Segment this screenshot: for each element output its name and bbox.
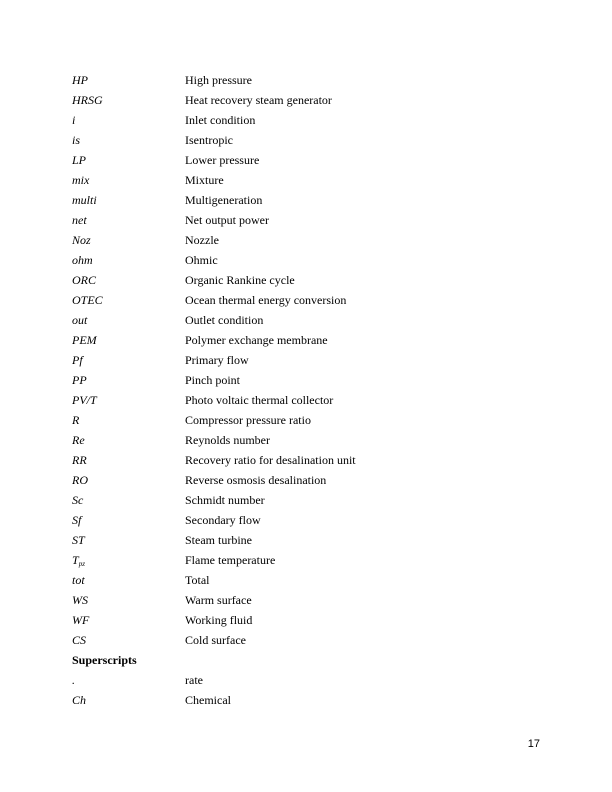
symbol	[72, 250, 185, 270]
meaning: Ocean thermal energy conversion	[185, 293, 347, 307]
meaning: Polymer exchange membrane	[185, 333, 328, 347]
subscript-row	[72, 190, 552, 210]
page-number: 17	[527, 738, 540, 750]
symbol-text: is	[72, 133, 81, 147]
symbol-text: Ch	[72, 693, 87, 707]
subscript-rows	[72, 70, 552, 650]
meaning: Heat recovery steam generator	[185, 93, 332, 107]
symbol	[72, 110, 185, 130]
subscript-row	[72, 150, 552, 170]
subscript-row	[72, 550, 552, 570]
meaning: Photo voltaic thermal collector	[185, 393, 334, 407]
symbol-text: HP	[72, 73, 88, 87]
subscript-row	[72, 530, 552, 550]
symbol-text: Sf	[72, 513, 82, 527]
symbol-text: HRSG	[72, 93, 103, 107]
symbol	[72, 390, 185, 410]
symbol	[72, 370, 185, 390]
symbol-text: PP	[72, 373, 87, 387]
meaning: Inlet condition	[185, 113, 256, 127]
subscript-row	[72, 430, 552, 450]
subscript-row	[72, 350, 552, 370]
subscript-row	[72, 230, 552, 250]
meaning: Reverse osmosis desalination	[185, 473, 327, 487]
symbol	[72, 70, 185, 90]
symbol	[72, 550, 185, 570]
meaning: Compressor pressure ratio	[185, 413, 311, 427]
subscript-row	[72, 570, 552, 590]
meaning: Lower pressure	[185, 153, 260, 167]
symbol	[72, 410, 185, 430]
subscript-row	[72, 70, 552, 90]
meaning: Steam turbine	[185, 533, 252, 547]
meaning: Mixture	[185, 173, 224, 187]
symbol-text: WF	[72, 613, 90, 627]
subscript-row	[72, 630, 552, 650]
symbol	[72, 350, 185, 370]
subscript-row	[72, 250, 552, 270]
symbol-text: Pf	[72, 353, 83, 367]
symbol	[72, 130, 185, 150]
subscript-row	[72, 590, 552, 610]
symbol-text: Noz	[72, 233, 91, 247]
subscript-row	[72, 90, 552, 110]
symbol	[72, 230, 185, 250]
meaning: Ohmic	[185, 253, 218, 267]
subscript-row	[72, 330, 552, 350]
symbol	[72, 90, 185, 110]
symbol-text: ORC	[72, 273, 96, 287]
symbol-text: WS	[72, 593, 88, 607]
symbol	[72, 630, 185, 650]
symbol	[72, 670, 185, 690]
symbol	[72, 270, 185, 290]
symbol-text: PEM	[72, 333, 97, 347]
meaning: Multigeneration	[185, 193, 263, 207]
meaning: Schmidt number	[185, 493, 265, 507]
nomenclature-list	[72, 70, 552, 710]
subscript-row	[72, 510, 552, 530]
meaning: Nozzle	[185, 233, 219, 247]
symbol	[72, 570, 185, 590]
meaning: Total	[185, 573, 210, 587]
meaning: Organic Rankine cycle	[185, 273, 295, 287]
subscript-row	[72, 170, 552, 190]
subscript-row	[72, 470, 552, 490]
subscript-row	[72, 290, 552, 310]
symbol-text: Sc	[72, 493, 84, 507]
symbol	[72, 510, 185, 530]
meaning: High pressure	[185, 73, 252, 87]
symbol	[72, 190, 185, 210]
symbol	[72, 690, 185, 710]
superscript-row	[72, 670, 552, 690]
symbol	[72, 590, 185, 610]
subscript-row	[72, 270, 552, 290]
symbol-text: multi	[72, 193, 97, 207]
symbol-text: T	[72, 553, 79, 567]
symbol	[72, 470, 185, 490]
symbol	[72, 430, 185, 450]
symbol-text: R	[72, 413, 80, 427]
meaning: Secondary flow	[185, 513, 261, 527]
subscript-row	[72, 130, 552, 150]
symbol	[72, 490, 185, 510]
superscript-rows	[72, 670, 552, 710]
subscript-row	[72, 610, 552, 630]
symbol	[72, 170, 185, 190]
meaning: Pinch point	[185, 373, 241, 387]
subscript-row	[72, 210, 552, 230]
symbol	[72, 610, 185, 630]
meaning: Flame temperature	[185, 553, 276, 567]
symbol-text: i	[72, 113, 76, 127]
meaning: Reynolds number	[185, 433, 270, 447]
symbol-text: OTEC	[72, 293, 103, 307]
meaning: Cold surface	[185, 633, 246, 647]
symbol	[72, 150, 185, 170]
symbol-text: ST	[72, 533, 85, 547]
meaning: Isentropic	[185, 133, 233, 147]
symbol	[72, 210, 185, 230]
symbol-text: tot	[72, 573, 85, 587]
subscript-row	[72, 110, 552, 130]
symbol-text: ohm	[72, 253, 93, 267]
subscript-row	[72, 310, 552, 330]
symbol-text: LP	[72, 153, 87, 167]
meaning: Outlet condition	[185, 313, 264, 327]
subscript-row	[72, 370, 552, 390]
symbol-text: mix	[72, 173, 90, 187]
meaning: Primary flow	[185, 353, 249, 367]
symbol	[72, 330, 185, 350]
symbol-text: PV/T	[72, 393, 97, 407]
symbol-text: Re	[72, 433, 85, 447]
meaning: Chemical	[185, 693, 231, 707]
symbol-text: CS	[72, 633, 87, 647]
subscript-row	[72, 450, 552, 470]
meaning: Working fluid	[185, 613, 253, 627]
superscript-row	[72, 690, 552, 710]
meaning: rate	[185, 673, 203, 687]
symbol-text: RO	[72, 473, 88, 487]
symbol-text: net	[72, 213, 87, 227]
symbol-text: .	[72, 673, 75, 687]
symbol	[72, 310, 185, 330]
meaning: Recovery ratio for desalination unit	[185, 453, 356, 467]
meaning: Net output power	[185, 213, 269, 227]
subscript-row	[72, 410, 552, 430]
meaning: Warm surface	[185, 593, 252, 607]
symbol	[72, 530, 185, 550]
symbol-text: out	[72, 313, 88, 327]
subscript-row	[72, 390, 552, 410]
subscript-row	[72, 490, 552, 510]
symbol	[72, 290, 185, 310]
symbol	[72, 450, 185, 470]
superscripts-heading: Superscripts	[72, 653, 137, 667]
symbol-text: RR	[72, 453, 87, 467]
symbol-subscript: pz	[78, 560, 85, 568]
